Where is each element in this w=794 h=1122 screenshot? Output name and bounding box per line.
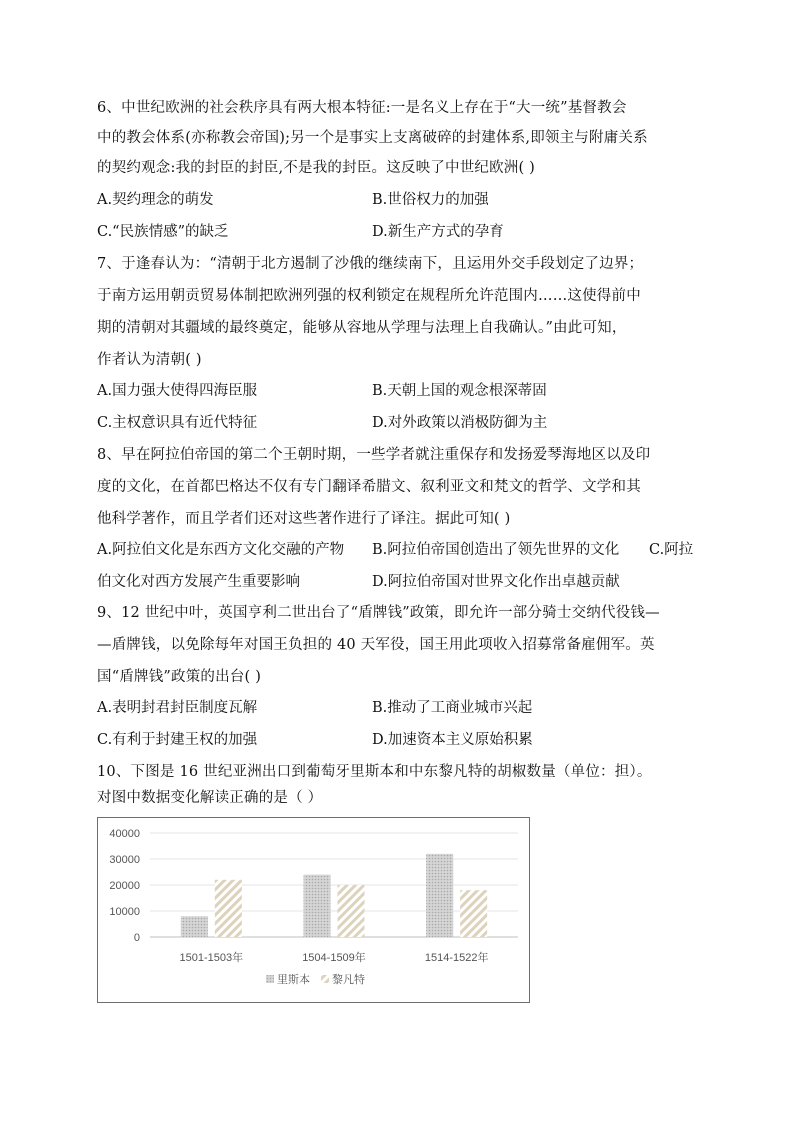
x-tick-label: 1514-1522年 — [424, 952, 489, 964]
y-tick-label: 0 — [133, 932, 140, 944]
q9-option-b[interactable]: B.推动了工商业城市兴起 — [372, 700, 533, 716]
q8-option-c-end[interactable]: 伯文化对西方发展产生重要影响 — [97, 574, 300, 590]
bar-levant — [460, 890, 487, 937]
legend-swatch — [266, 975, 274, 983]
q7-line-2: 于南方运用朝贡贸易体制把欧洲列强的权利锁定在规程所允许范围内……这使得前中 — [97, 288, 641, 304]
bar-chart-svg — [98, 818, 528, 1001]
x-tick-label: 1501-1503年 — [179, 952, 244, 964]
q9-line-3: 国“盾牌钱”政策的出台( ) — [97, 669, 262, 685]
q8-line-3: 他科学著作，而且学者们还对这些著作进行了译注。据此可知( ) — [97, 511, 511, 527]
q7-line-3: 期的清朝对其疆域的最终奠定，能够从容地从学理与法理上自我确认。”由此可知， — [97, 320, 627, 336]
legend-label: 黎凡特 — [332, 974, 365, 986]
q8-line-1: 8、早在阿拉伯帝国的第二个王朝时期，一些学者就注重保存和发扬爱琴海地区以及印 — [97, 447, 651, 463]
legend-label: 里斯本 — [277, 974, 310, 986]
q9-line-1: 9、12 世纪中叶，英国亨利二世出台了“盾牌钱”政策，即允许一部分骑士交纳代役钱— — [97, 605, 660, 621]
bar-lisbon — [181, 916, 208, 937]
q10-line-2: 对图中数据变化解读正确的是（ ） — [97, 790, 323, 806]
q6-option-a[interactable]: A.契约理念的萌发 — [97, 192, 214, 208]
q8-option-a[interactable]: A.阿拉伯文化是东西方文化交融的产物 — [97, 542, 345, 558]
bar-levant — [338, 885, 365, 937]
y-tick-label: 10000 — [109, 906, 140, 918]
q9-line-2: —盾牌钱，以免除每年对国王负担的 40 天军役，国王用此项收入招募常备雇佣军。英 — [97, 637, 655, 653]
pepper-export-chart — [97, 817, 530, 1003]
q7-line-1: 7、于逢春认为：“清朝于北方遏制了沙俄的继续南下，且运用外交手段划定了边界； — [97, 256, 644, 272]
q8-option-c-start[interactable]: C.阿拉 — [649, 542, 694, 558]
y-tick-label: 30000 — [109, 854, 140, 866]
q6-line-2: 中的教会体系(亦称教会帝国);另一个是事实上支离破碎的封建体系,即领主与附庸关系 — [97, 130, 648, 146]
q9-option-c[interactable]: C.有利于封建王权的加强 — [97, 732, 258, 748]
q9-option-a[interactable]: A.表明封君封臣制度瓦解 — [97, 700, 258, 716]
y-tick-label: 20000 — [109, 880, 140, 892]
x-tick-label: 1504-1509年 — [302, 952, 366, 964]
legend-swatch — [321, 975, 329, 983]
q7-line-4: 作者认为清朝( ) — [97, 352, 202, 368]
q7-option-c[interactable]: C.主权意识具有近代特征 — [97, 415, 258, 431]
q7-option-d[interactable]: D.对外政策以消极防御为主 — [372, 415, 548, 431]
q7-option-b[interactable]: B.天朝上国的观念根深蒂固 — [372, 383, 547, 399]
bar-lisbon — [304, 875, 331, 937]
q10-line-1: 10、下图是 16 世纪亚洲出口到葡萄牙里斯本和中东黎凡特的胡椒数量（单位：担）。 — [97, 764, 652, 780]
q6-line-1: 6、中世纪欧洲的社会秩序具有两大根本特征:一是名义上存在于“大一统”基督教会 — [97, 100, 627, 116]
q6-line-3: 的契约观念:我的封臣的封臣,不是我的封臣。这反映了中世纪欧洲( ) — [97, 160, 536, 176]
bar-levant — [215, 880, 242, 937]
y-tick-label: 40000 — [109, 828, 140, 840]
q8-line-2: 度的文化，在首都巴格达不仅有专门翻译希腊文、叙利亚文和梵文的哲学、文学和其 — [97, 479, 641, 495]
q6-option-d[interactable]: D.新生产方式的孕育 — [372, 224, 504, 240]
q7-option-a[interactable]: A.国力强大使得四海臣服 — [97, 383, 258, 399]
q9-option-d[interactable]: D.加速资本主义原始积累 — [372, 732, 533, 748]
q8-option-b[interactable]: B.阿拉伯帝国创造出了领先世界的文化 — [372, 542, 620, 558]
bar-lisbon — [426, 854, 453, 937]
q8-option-d[interactable]: D.阿拉伯帝国对世界文化作出卓越贡献 — [372, 574, 620, 590]
q6-option-b[interactable]: B.世俗权力的加强 — [372, 192, 489, 208]
q6-option-c[interactable]: C.“民族情感”的缺乏 — [97, 224, 229, 240]
